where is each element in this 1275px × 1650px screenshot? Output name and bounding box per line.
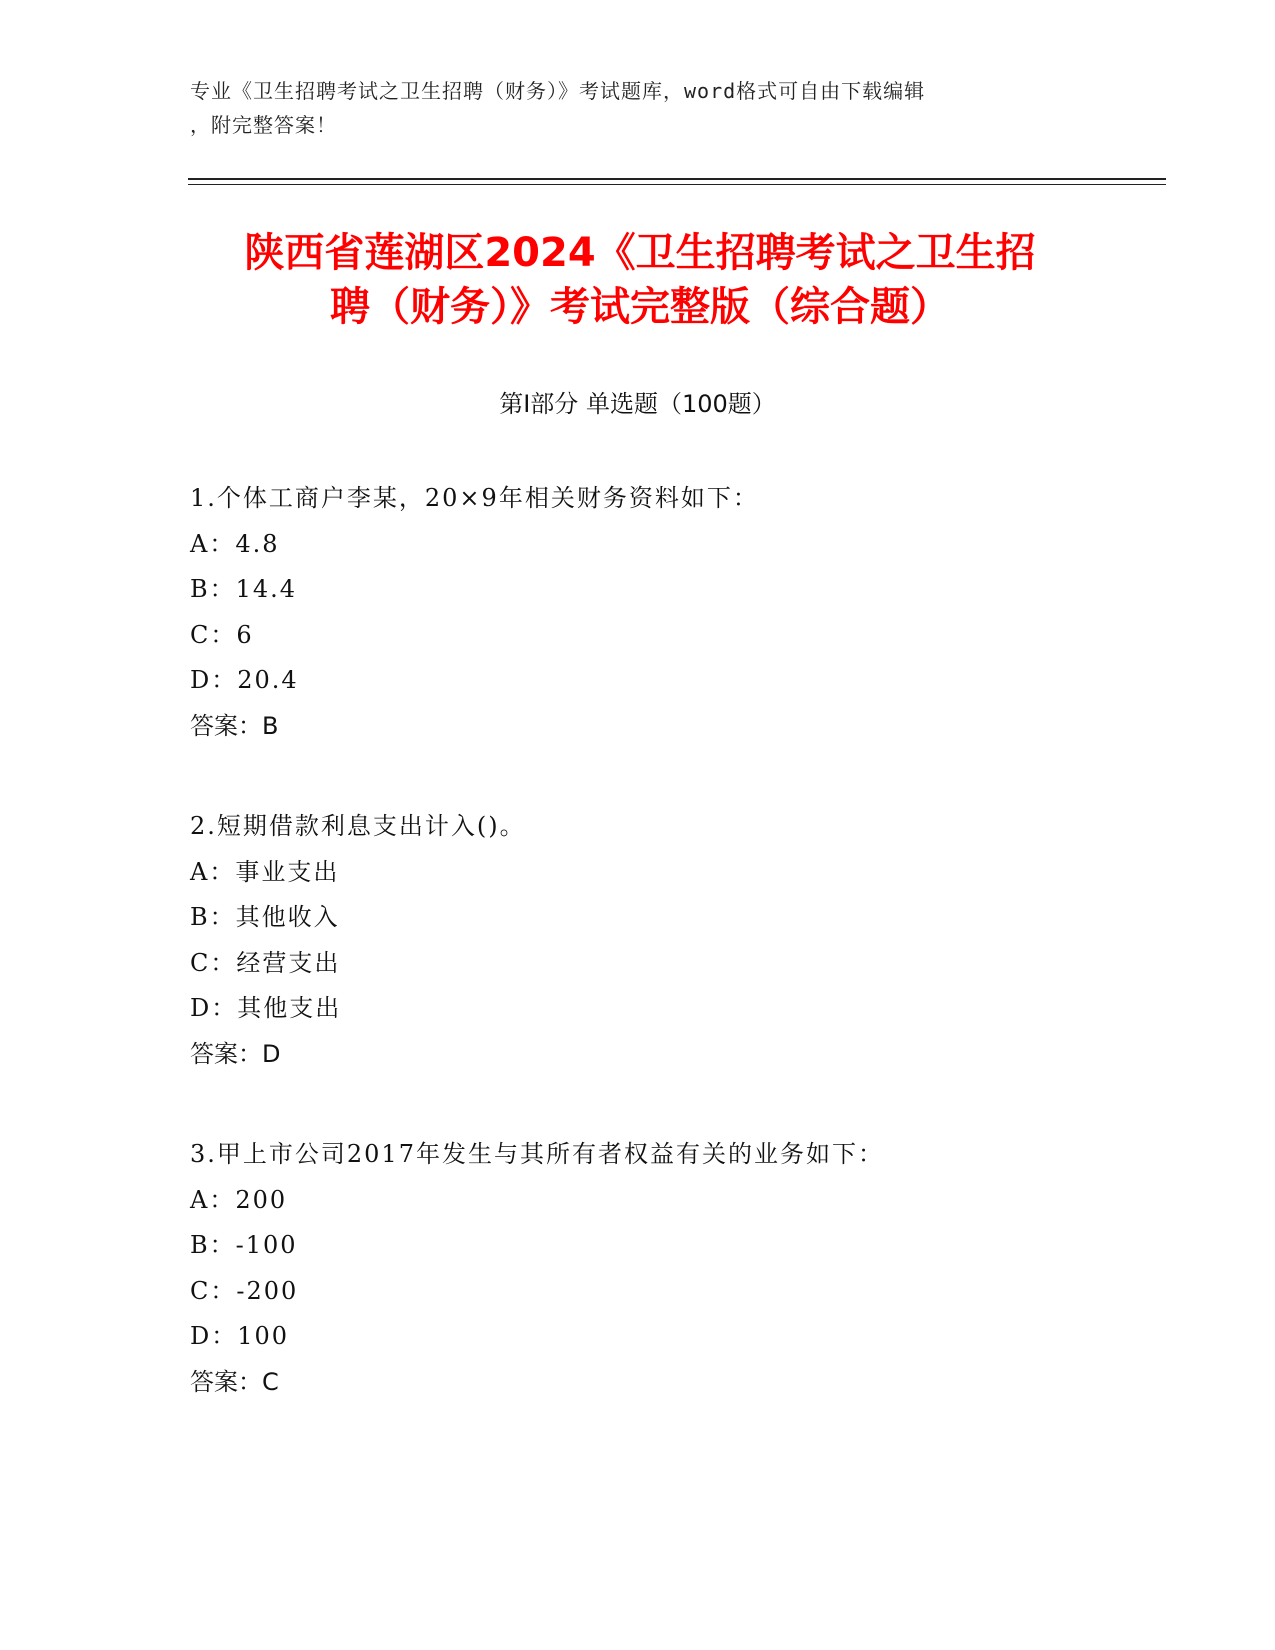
header-note-line-1: 专业《卫生招聘考试之卫生招聘（财务）》考试题库，word格式可自由下载编辑 — [190, 79, 926, 103]
answer-line: 答案：D — [190, 1039, 281, 1068]
section-heading: 第Ⅰ部分 单选题（100题） — [499, 390, 776, 418]
option-a: A：事业支出 — [190, 857, 340, 886]
option-d: D：其他支出 — [190, 994, 342, 1022]
option-b: B：其他收入 — [190, 903, 340, 931]
question-item — [190, 804, 1150, 1077]
answer-line: 答案：B — [190, 711, 279, 740]
question-item — [190, 1132, 1150, 1405]
document-title-line-2: 聘（财务）》考试完整版（综合题） — [330, 284, 950, 330]
question-stem: 1.个体工商户李某，20×9年相关财务资料如下： — [190, 484, 759, 512]
option-c: C：经营支出 — [190, 948, 341, 977]
question-list — [190, 476, 1150, 1460]
option-a: A：200 — [190, 1185, 288, 1214]
header-note-line-2: ，附完整答案！ — [190, 113, 337, 137]
question-stem: 2.短期借款利息支出计入()。 — [190, 812, 526, 840]
option-a: A：4.8 — [190, 529, 280, 558]
answer-line: 答案：C — [190, 1367, 279, 1396]
option-c: C：6 — [190, 620, 254, 649]
header-note — [190, 74, 1090, 142]
question-item — [190, 476, 1150, 749]
option-b: B：-100 — [190, 1231, 298, 1259]
question-stem: 3.甲上市公司2017年发生与其所有者权益有关的业务如下： — [190, 1140, 884, 1168]
document-title-line-1: 陕西省莲湖区2024《卫生招聘考试之卫生招 — [244, 230, 1036, 276]
option-d: D：20.4 — [190, 666, 299, 694]
document-title — [160, 226, 1120, 334]
header-divider — [188, 178, 1166, 185]
option-d: D：100 — [190, 1322, 290, 1350]
option-c: C：-200 — [190, 1276, 299, 1305]
option-b: B：14.4 — [190, 575, 298, 603]
